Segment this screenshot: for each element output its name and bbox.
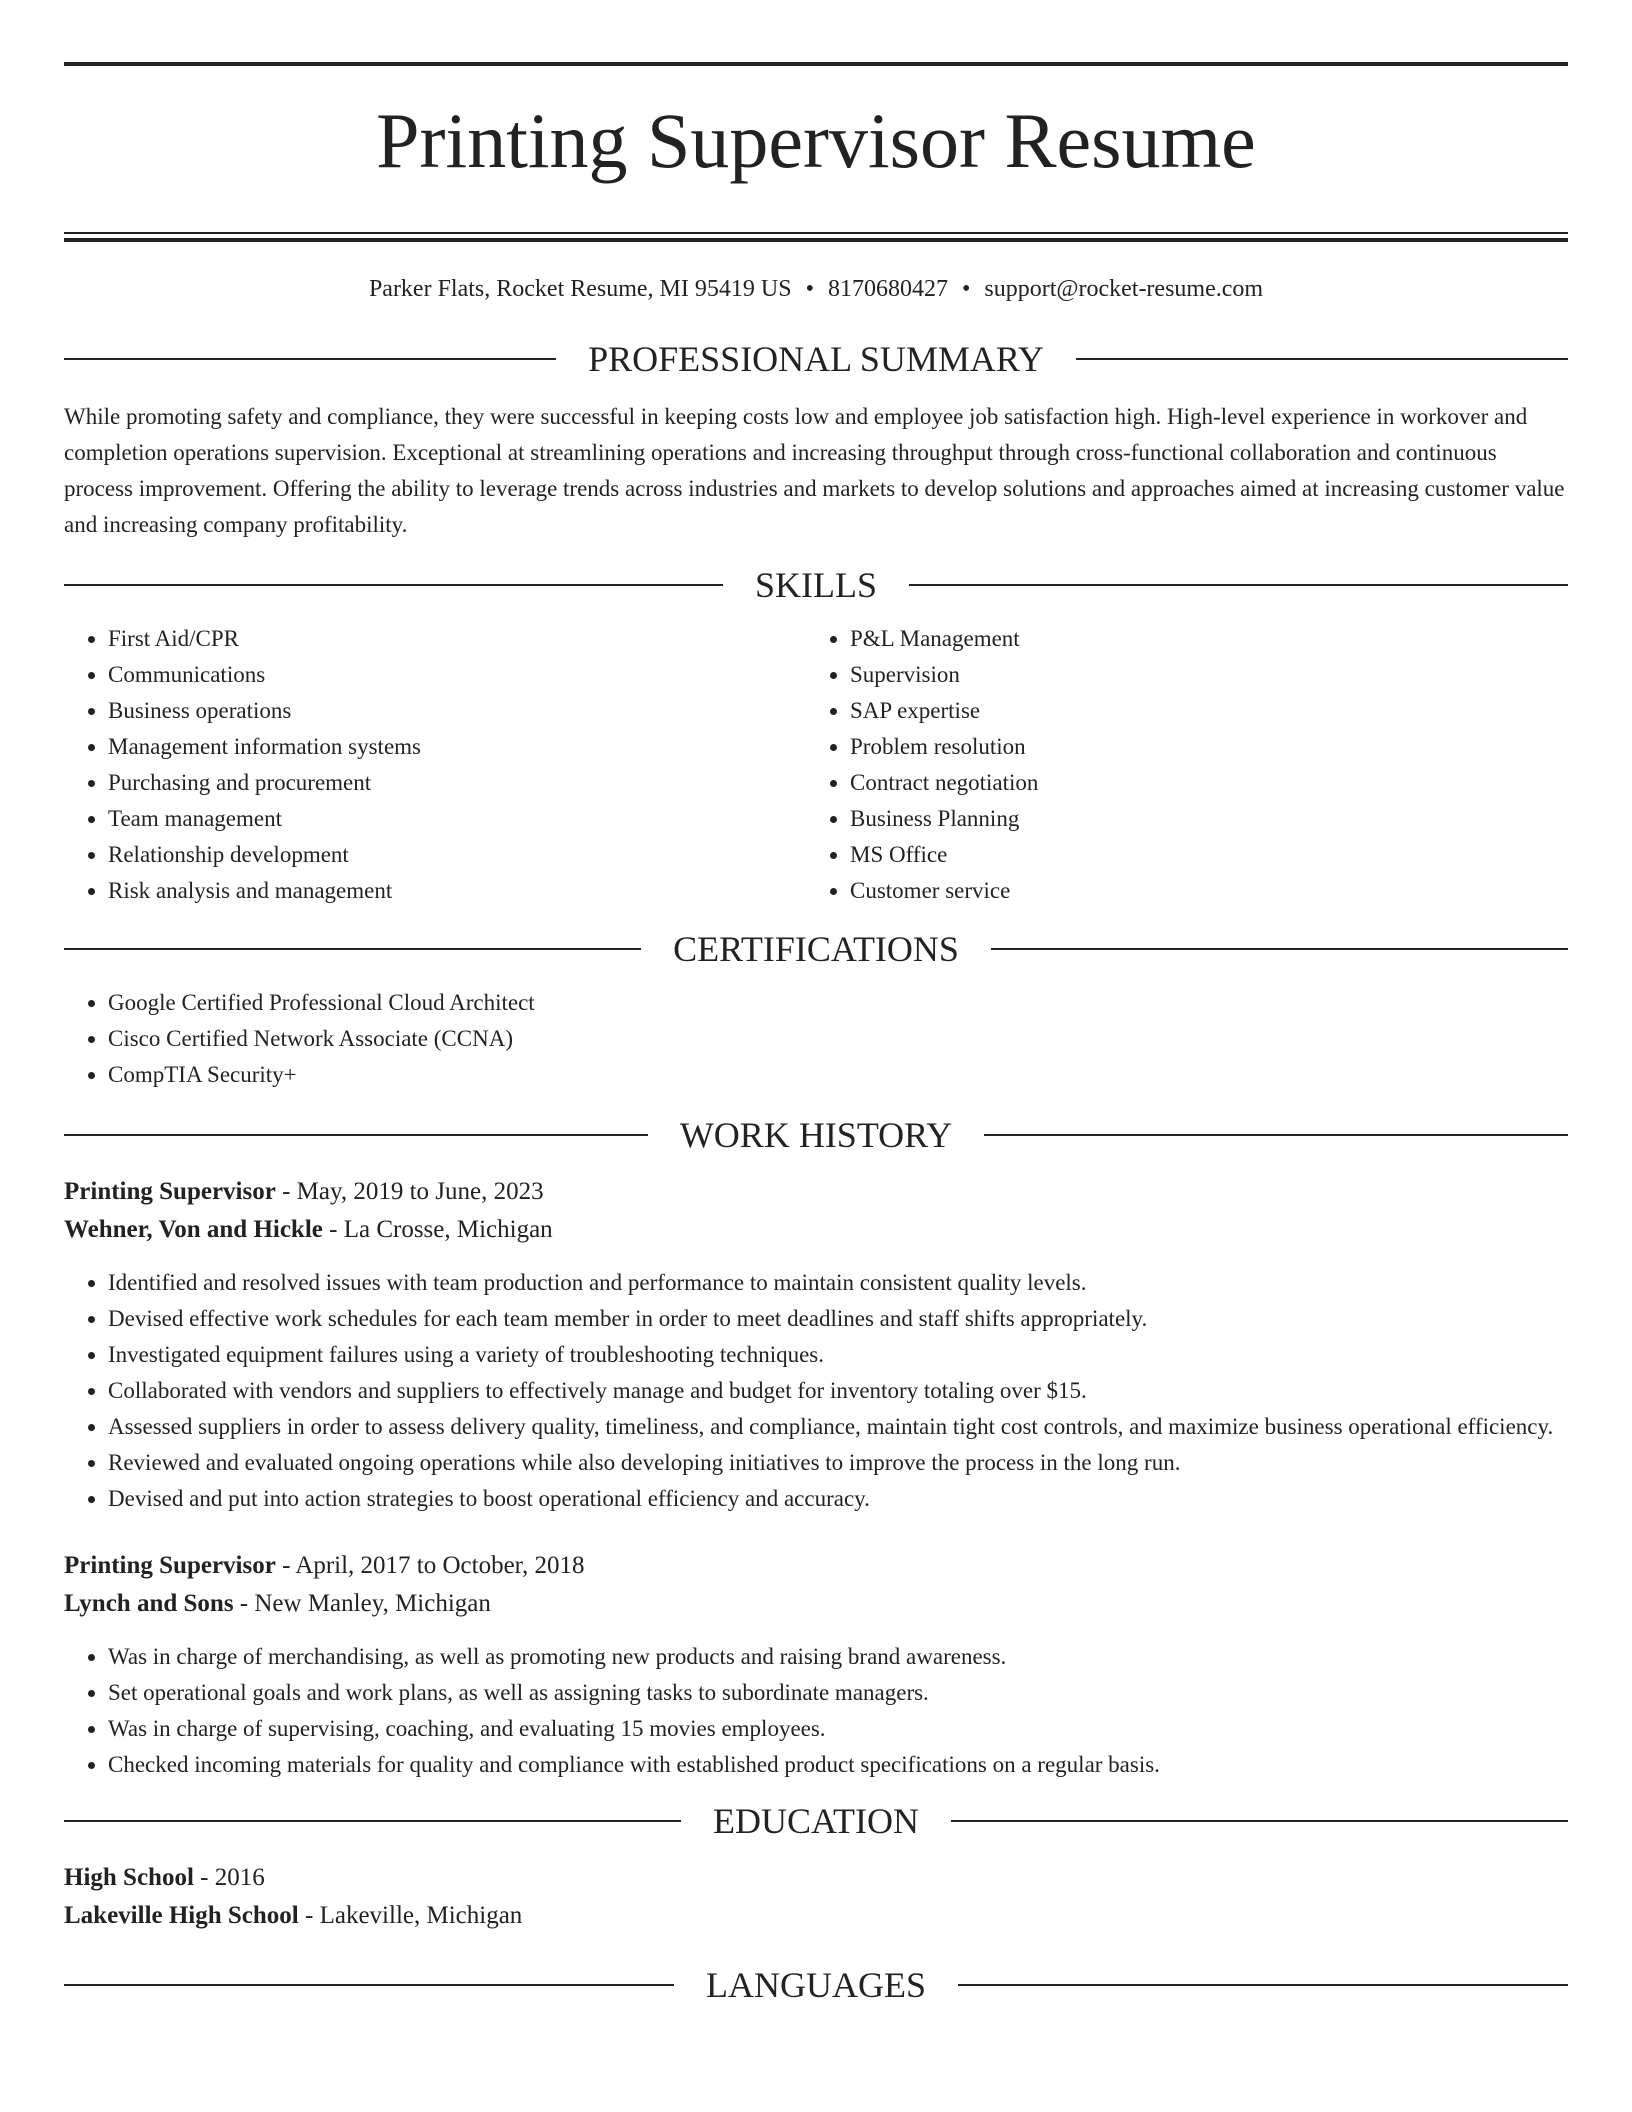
job-dates: - April, 2017 to October, 2018 bbox=[275, 1552, 585, 1580]
skill-item: • Purchasing and procurement bbox=[108, 765, 806, 801]
education-degree: High School bbox=[64, 1864, 194, 1892]
education-section-header bbox=[64, 1799, 1568, 1843]
job-duty-item: • Checked incoming materials for quality and compliance with established product specifications on a regular basis. bbox=[108, 1747, 1568, 1783]
languages-heading: LANGUAGES bbox=[706, 1965, 926, 2006]
job-location: - New Manley, Michigan bbox=[233, 1590, 491, 1618]
job-duty-item: • Reviewed and evaluated ongoing operations while also developing initiatives to improve the process in the long run. bbox=[108, 1445, 1568, 1481]
job-duty-item: • Devised effective work schedules for each team member in order to meet deadlines and staff shifts appropriately. bbox=[108, 1301, 1568, 1337]
education-heading: EDUCATION bbox=[713, 1801, 919, 1842]
skill-item: • Customer service bbox=[850, 873, 1548, 909]
skill-item: • P&L Management bbox=[850, 621, 1548, 657]
skill-item: • Communications bbox=[108, 657, 806, 693]
header-rule bbox=[64, 1820, 681, 1822]
skills-heading: SKILLS bbox=[755, 565, 878, 606]
header-rule bbox=[909, 584, 1568, 586]
resume-page bbox=[64, 0, 1568, 2007]
header-rule bbox=[951, 1820, 1568, 1822]
job-title-line bbox=[64, 1173, 1568, 1211]
job-company: Wehner, Von and Hickle bbox=[64, 1216, 323, 1244]
skill-item: • MS Office bbox=[850, 837, 1548, 873]
certifications-section-header bbox=[64, 927, 1568, 971]
skills-section-header bbox=[64, 563, 1568, 607]
job-location: - La Crosse, Michigan bbox=[322, 1216, 553, 1244]
contact-line bbox=[64, 275, 1568, 303]
skill-item: • Management information systems bbox=[108, 729, 806, 765]
skill-item: • Risk analysis and management bbox=[108, 873, 806, 909]
certification-item: • Cisco Certified Network Associate (CCNA) bbox=[108, 1021, 1568, 1057]
certifications-list bbox=[64, 985, 1568, 1093]
contact-separator: • bbox=[805, 276, 814, 303]
summary-text: While promoting safety and compliance, they were successful in keeping costs low and employee job satisfaction high. High-level experience in workover and completion operations supervision. Exceptional at streamlining operations and increasing throughput through cross-functional collaboration and continuous process improvement. Offering the ability to leverage trends across industries and markets to develop solutions and approaches aimed at increasing customer value and increasing company profitability. bbox=[64, 404, 1565, 538]
summary-section-header bbox=[64, 337, 1568, 381]
job-duties bbox=[64, 1639, 1568, 1783]
skill-item: • Contract negotiation bbox=[850, 765, 1548, 801]
job-duty-item: • Set operational goals and work plans, as well as assigning tasks to subordinate managers. bbox=[108, 1675, 1568, 1711]
job-company-line bbox=[64, 1211, 1568, 1249]
skill-item: • Team management bbox=[108, 801, 806, 837]
title-double-rule bbox=[64, 232, 1568, 242]
skill-item: • First Aid/CPR bbox=[108, 621, 806, 657]
skill-item: • Business Planning bbox=[850, 801, 1548, 837]
skills-grid bbox=[64, 621, 1568, 909]
job-title-line bbox=[64, 1547, 1568, 1585]
job-duty-item: • Was in charge of merchandising, as well as promoting new products and raising brand awareness. bbox=[108, 1639, 1568, 1675]
skill-item: • Relationship development bbox=[108, 837, 806, 873]
job-duties bbox=[64, 1265, 1568, 1517]
job-company: Lynch and Sons bbox=[64, 1590, 234, 1618]
education-school-line bbox=[64, 1897, 1568, 1935]
job-dates: - May, 2019 to June, 2023 bbox=[275, 1178, 544, 1206]
certification-item: • Google Certified Professional Cloud Architect bbox=[108, 985, 1568, 1021]
certification-item: • CompTIA Security+ bbox=[108, 1057, 1568, 1093]
job-duty-item: • Collaborated with vendors and suppliers to effectively manage and budget for inventory totaling over $15. bbox=[108, 1373, 1568, 1409]
job-company-line bbox=[64, 1585, 1568, 1623]
header-rule bbox=[64, 1984, 674, 1986]
skill-item: • Problem resolution bbox=[850, 729, 1548, 765]
education-location: - Lakeville, Michigan bbox=[298, 1902, 523, 1930]
work-heading: WORK HISTORY bbox=[679, 1115, 953, 1156]
contact-email: support@rocket-resume.com bbox=[984, 276, 1264, 303]
header-rule bbox=[958, 1984, 1568, 1986]
job-duty-item: • Was in charge of supervising, coaching, and evaluating 15 movies employees. bbox=[108, 1711, 1568, 1747]
header-rule bbox=[1076, 358, 1568, 360]
header-rule bbox=[64, 1134, 648, 1136]
skills-column-left bbox=[64, 621, 806, 909]
job-duty-item: • Devised and put into action strategies to boost operational efficiency and accuracy. bbox=[108, 1481, 1568, 1517]
job-duty-item: • Investigated equipment failures using a variety of troubleshooting techniques. bbox=[108, 1337, 1568, 1373]
job-entry bbox=[64, 1173, 1568, 1517]
education-year: - 2016 bbox=[193, 1864, 265, 1892]
resume-title: Printing Supervisor Resume bbox=[376, 97, 1256, 184]
header-rule bbox=[64, 584, 723, 586]
skill-item: • Supervision bbox=[850, 657, 1548, 693]
education-entry bbox=[64, 1859, 1568, 1935]
education-school: Lakeville High School bbox=[64, 1902, 299, 1930]
languages-section-header bbox=[64, 1963, 1568, 2007]
job-entry bbox=[64, 1547, 1568, 1783]
skill-item: • SAP expertise bbox=[850, 693, 1548, 729]
top-rule bbox=[64, 62, 1568, 66]
contact-phone: 8170680427 bbox=[827, 276, 948, 303]
contact-address: Parker Flats, Rocket Resume, MI 95419 US bbox=[368, 276, 792, 303]
skills-column-right bbox=[806, 621, 1548, 909]
certifications-heading: CERTIFICATIONS bbox=[673, 929, 959, 970]
job-duty-item: • Assessed suppliers in order to assess delivery quality, timeliness, and compliance, maintain tight cost controls, and maximize business operational efficiency. bbox=[108, 1409, 1568, 1445]
job-title: Printing Supervisor bbox=[64, 1178, 276, 1206]
job-duty-item: • Identified and resolved issues with team production and performance to maintain consistent quality levels. bbox=[108, 1265, 1568, 1301]
contact-separator: • bbox=[961, 276, 971, 303]
job-title: Printing Supervisor bbox=[64, 1552, 276, 1580]
header-rule bbox=[991, 948, 1568, 950]
header-rule bbox=[984, 1134, 1568, 1136]
work-section-header bbox=[64, 1113, 1568, 1157]
header-rule bbox=[64, 358, 556, 360]
skill-item: • Business operations bbox=[108, 693, 806, 729]
education-degree-line bbox=[64, 1859, 1568, 1897]
header-rule bbox=[64, 948, 641, 950]
summary-heading: PROFESSIONAL SUMMARY bbox=[588, 339, 1044, 380]
